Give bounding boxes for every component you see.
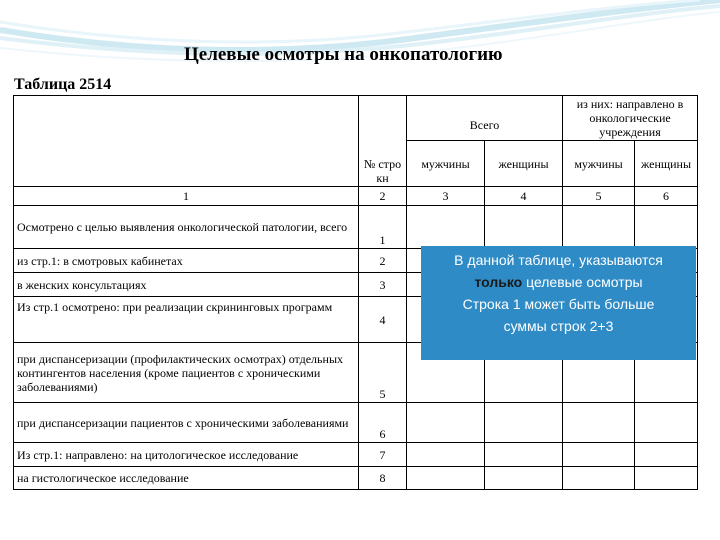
row-number: 4	[359, 297, 407, 343]
data-cell[interactable]	[407, 467, 485, 490]
row-label: Из стр.1: направлено: на цитологическое исследование	[14, 443, 359, 467]
data-cell[interactable]	[407, 206, 485, 249]
header-total: Всего	[407, 96, 563, 141]
table-number: Таблица 2514	[14, 76, 112, 93]
data-cell[interactable]	[563, 403, 635, 443]
note-line-4: суммы строк 2+3	[503, 318, 614, 334]
col-number: 2	[359, 187, 407, 206]
row-number: 8	[359, 467, 407, 490]
header-women-referred: женщины	[635, 141, 698, 187]
col-number: 4	[485, 187, 563, 206]
data-cell[interactable]	[485, 206, 563, 249]
data-cell[interactable]	[635, 443, 698, 467]
note-line-3: Строка 1 может быть больше	[462, 296, 655, 312]
table-row	[14, 467, 698, 490]
data-cell[interactable]	[485, 467, 563, 490]
data-cell[interactable]	[407, 443, 485, 467]
header-row-no: № стро кн	[359, 96, 407, 187]
header-empty	[14, 96, 359, 187]
data-cell[interactable]	[635, 206, 698, 249]
row-label: Из стр.1 осмотрено: при реализации скрининговых программ	[14, 297, 359, 343]
data-cell[interactable]	[485, 443, 563, 467]
header-men-total: мужчины	[407, 141, 485, 187]
col-number: 5	[563, 187, 635, 206]
row-number: 5	[359, 343, 407, 403]
row-label: из стр.1: в смотровых кабинетах	[14, 249, 359, 273]
row-label: в женских консультациях	[14, 273, 359, 297]
data-cell[interactable]	[563, 206, 635, 249]
note-line-1: В данной таблице, указываются	[454, 252, 663, 268]
table-row	[14, 403, 698, 443]
header-row-1	[14, 96, 698, 141]
col-number: 6	[635, 187, 698, 206]
header-men-referred: мужчины	[563, 141, 635, 187]
table-row	[14, 443, 698, 467]
note-highlight: только	[474, 274, 523, 290]
note-line-2-rest: целевые осмотры	[522, 274, 643, 290]
callout-note	[421, 246, 696, 360]
column-numbers-row	[14, 187, 698, 206]
col-number: 3	[407, 187, 485, 206]
page-title: Целевые осмотры на онкопатологию	[184, 44, 503, 65]
row-number: 7	[359, 443, 407, 467]
col-number: 1	[14, 187, 359, 206]
row-label: при диспансеризации пациентов с хроническими заболеваниями	[14, 403, 359, 443]
row-label: Осмотрено с целью выявления онкологической патологии, всего	[14, 206, 359, 249]
header-referred: из них: направлено в онкологические учреждения	[563, 96, 698, 141]
data-cell[interactable]	[563, 467, 635, 490]
data-cell[interactable]	[407, 403, 485, 443]
note-line-2	[421, 271, 696, 293]
data-cell[interactable]	[635, 467, 698, 490]
data-cell[interactable]	[485, 403, 563, 443]
row-label: на гистологическое исследование	[14, 467, 359, 490]
row-number: 2	[359, 249, 407, 273]
data-cell[interactable]	[635, 403, 698, 443]
row-label: при диспансеризации (профилактических осмотрах) отдельных контингентов населения (кроме пациентов с хроническими заболеваниями)	[14, 343, 359, 403]
header-women-total: женщины	[485, 141, 563, 187]
row-number: 6	[359, 403, 407, 443]
table-row	[14, 206, 698, 249]
row-number: 1	[359, 206, 407, 249]
row-number: 3	[359, 273, 407, 297]
data-cell[interactable]	[563, 443, 635, 467]
